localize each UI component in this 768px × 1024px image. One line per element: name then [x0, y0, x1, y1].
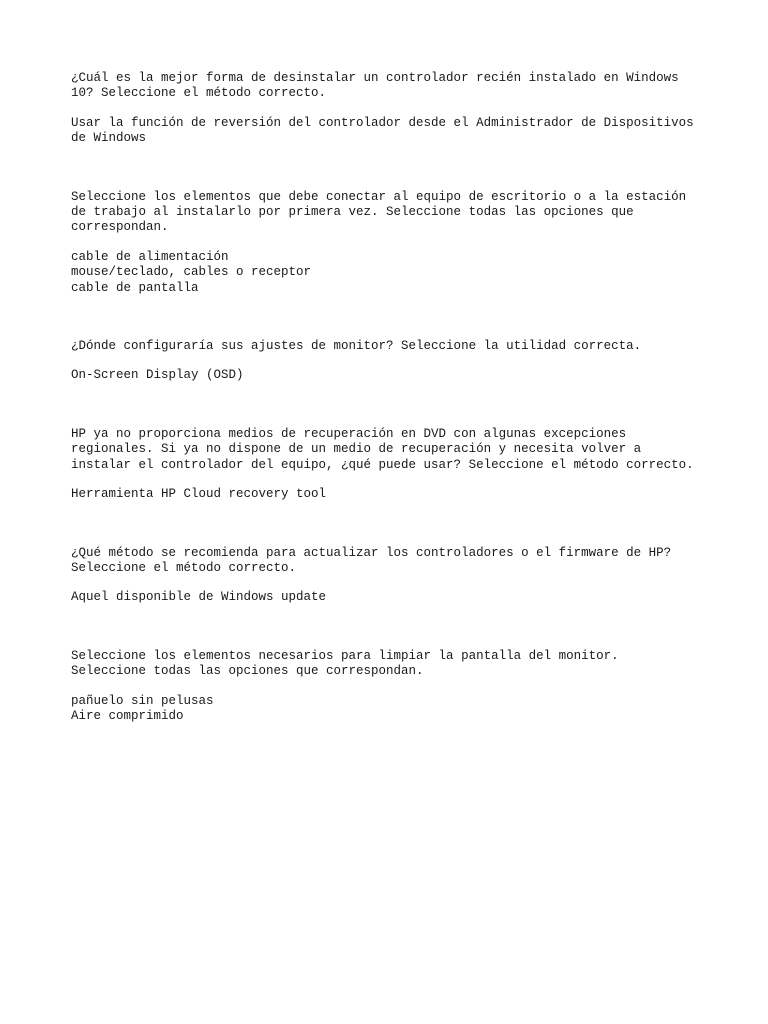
qa-block-5	[71, 546, 711, 606]
document-page	[71, 71, 711, 724]
answer-item: Aquel disponible de Windows update	[71, 590, 327, 605]
answer-item: Herramienta HP Cloud recovery tool	[71, 487, 327, 502]
answer-item: Usar la función de reversión del controlador desde el Administrador de Dispositivos de Windows	[71, 115, 694, 146]
answer-item: cable de pantalla	[71, 280, 199, 295]
answer-list	[71, 590, 711, 605]
answer-item: pañuelo sin pelusas	[71, 693, 214, 708]
answer-list	[71, 694, 711, 725]
answer-list	[71, 116, 711, 147]
answer-item: Aire comprimido	[71, 708, 184, 723]
answer-list	[71, 368, 711, 383]
answer-item: cable de alimentación	[71, 249, 229, 264]
question-text: ¿Cuál es la mejor forma de desinstalar un controlador recién instalado en Windows 10? Seleccione el método correcto.	[71, 71, 679, 101]
question-text: HP ya no proporciona medios de recuperación en DVD con algunas excepciones regionales. Si ya no dispone de un medio de recuperación y necesita volver a instalar el controlador del equipo, ¿qué puede usar? Seleccione el método correcto.	[71, 426, 694, 472]
question-text: ¿Dónde configuraría sus ajustes de monitor? Seleccione la utilidad correcta.	[71, 339, 642, 354]
qa-block-4	[71, 427, 711, 503]
qa-block-1	[71, 71, 711, 147]
qa-block-3	[71, 339, 711, 384]
question-text: ¿Qué método se recomienda para actualizar los controladores o el firmware de HP? Seleccione el método correcto.	[71, 545, 672, 575]
answer-item: mouse/teclado, cables o receptor	[71, 265, 312, 280]
qa-block-2	[71, 190, 711, 296]
answer-item: On-Screen Display (OSD)	[71, 368, 244, 383]
answer-list	[71, 250, 711, 296]
question-text: Seleccione los elementos que debe conectar al equipo de escritorio o a la estación de trabajo al instalarlo por primera vez. Seleccione todas las opciones que correspondan.	[71, 189, 687, 235]
qa-block-6	[71, 649, 711, 725]
question-text: Seleccione los elementos necesarios para limpiar la pantalla del monitor. Seleccione todas las opciones que correspondan.	[71, 648, 619, 679]
answer-list	[71, 487, 711, 502]
